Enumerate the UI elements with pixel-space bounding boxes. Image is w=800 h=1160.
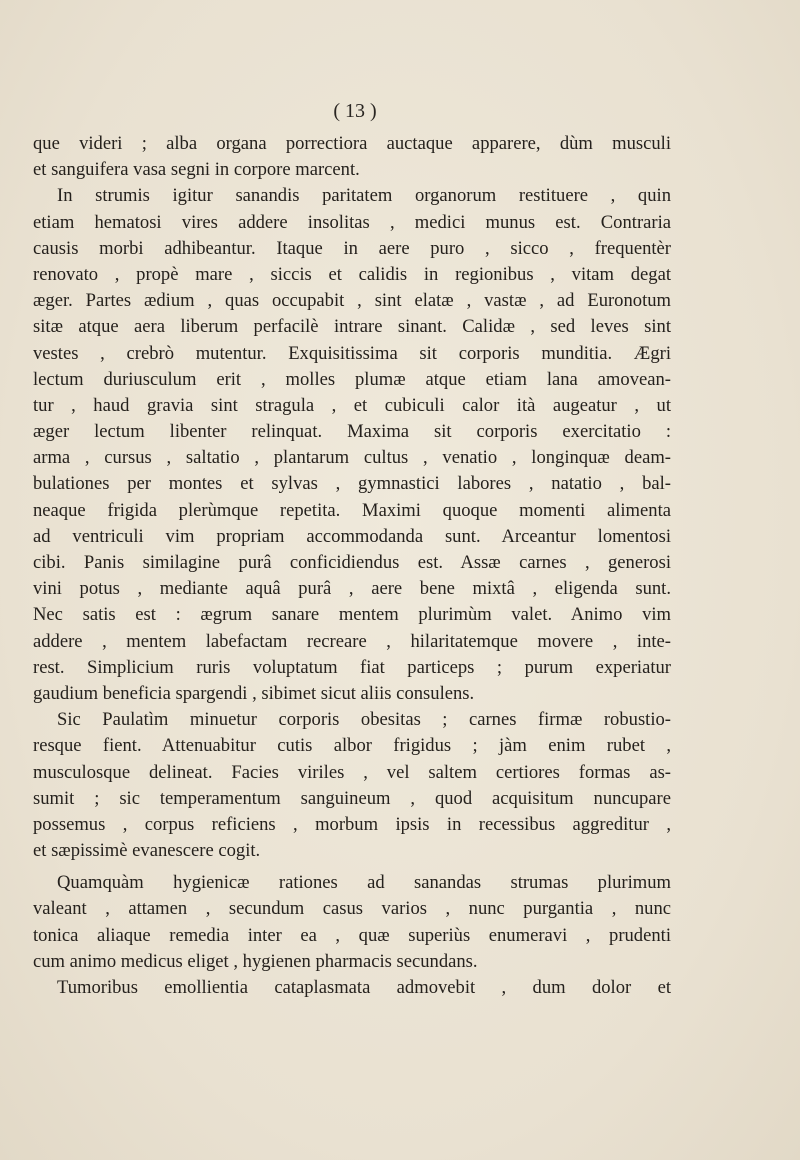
text-line: que videri ; alba organa porrectiora auctaque apparere, dùm musculi	[33, 133, 671, 154]
text-line: valeant , attamen , secundum casus varios , nunc purgantia , nunc	[33, 898, 671, 920]
text-line: ad ventriculi vim propriam accommodanda sunt. Arceantur lomentosi	[33, 525, 671, 547]
text-line: possemus , corpus reficiens , morbum ipsis in recessibus aggreditur ,	[33, 813, 671, 835]
paragraph	[33, 183, 671, 707]
paragraph	[33, 131, 671, 183]
text-line: Nec satis est : ægrum sanare mentem plurimùm valet. Animo vim	[33, 604, 671, 626]
text-line: lectum duriusculum erit , molles plumæ atque etiam lana amovean-	[33, 368, 671, 390]
text-line: etiam hematosi vires addere insolitas , medici munus est. Contraria	[33, 211, 671, 233]
text-line: gaudium beneficia spargendi , sibimet sicut aliis consulens.	[33, 682, 475, 704]
text-line: addere , mentem labefactam recreare , hilaritatemque movere , inte-	[33, 630, 671, 652]
text-line: vini potus , mediante aquâ purâ , aere bene mixtâ , eligenda sunt.	[33, 578, 671, 600]
text-line: cibi. Panis similagine purâ conficidiendus est. Assæ carnes , generosi	[33, 552, 671, 573]
text-line: et sæpissimè evanescere cogit.	[33, 840, 261, 862]
text-line: sumit ; sic temperamentum sanguineum , quod acquisitum nuncupare	[33, 787, 671, 809]
text-line: cum animo medicus eliget , hygienen pharmacis secundans.	[33, 950, 478, 972]
text-line: rest. Simplicium ruris voluptatum fiat particeps ; purum experiatur	[33, 656, 671, 678]
text-line: neaque frigida plerùmque repetita. Maximi quoque momenti alimenta	[33, 499, 671, 521]
text-line: In strumis igitur sanandis paritatem organorum restituere , quin	[57, 185, 671, 207]
text-line: musculosque delineat. Facies viriles , vel saltem certiores formas as-	[33, 761, 671, 783]
text-line: arma , cursus , saltatio , plantarum cultus , venatio , longinquæ deam-	[33, 447, 671, 469]
text-line: sitæ atque aera liberum perfacilè intrare sinant. Calidæ , sed leves sint	[33, 316, 671, 338]
text-line: tonica aliaque remedia inter ea , quæ superiùs enumeravi , prudenti	[33, 924, 671, 946]
text-line: tur , haud gravia sint stragula , et cubiculi calor ità augeatur , ut	[33, 394, 671, 416]
text-line: æger lectum libenter relinquat. Maxima sit corporis exercitatio :	[33, 421, 671, 443]
text-line: vestes , crebrò mutentur. Exquisitissima sit corporis munditia. Ægri	[33, 342, 671, 364]
text-line: Tumoribus emollientia cataplasmata admovebit , dum dolor et	[57, 977, 671, 998]
text-line: bulationes per montes et sylvas , gymnastici labores , natatio , bal-	[33, 473, 671, 495]
text-line: æger. Partes ædium , quas occupabit , sint elatæ , vastæ , ad Euronotum	[33, 290, 671, 312]
text-line: causis morbi adhibeantur. Itaque in aere puro , sicco , frequentèr	[33, 237, 671, 259]
text-line: et sanguifera vasa segni in corpore marcent.	[33, 159, 360, 181]
paragraph	[33, 707, 671, 864]
text-line: resque fient. Attenuabitur cutis albor frigidus ; jàm enim rubet ,	[33, 735, 671, 757]
text-line: Quamquàm hygienicæ rationes ad sanandas strumas plurimum	[57, 872, 671, 894]
paragraph	[33, 975, 671, 1001]
body-text	[33, 131, 671, 1001]
text-line: Sic Paulatìm minuetur corporis obesitas ; carnes firmæ robustio-	[57, 709, 671, 731]
page-number: ( 13 )	[333, 100, 377, 122]
paragraph	[33, 870, 671, 975]
text-line: renovato , propè mare , siccis et calidis in regionibus , vitam degat	[33, 263, 671, 285]
